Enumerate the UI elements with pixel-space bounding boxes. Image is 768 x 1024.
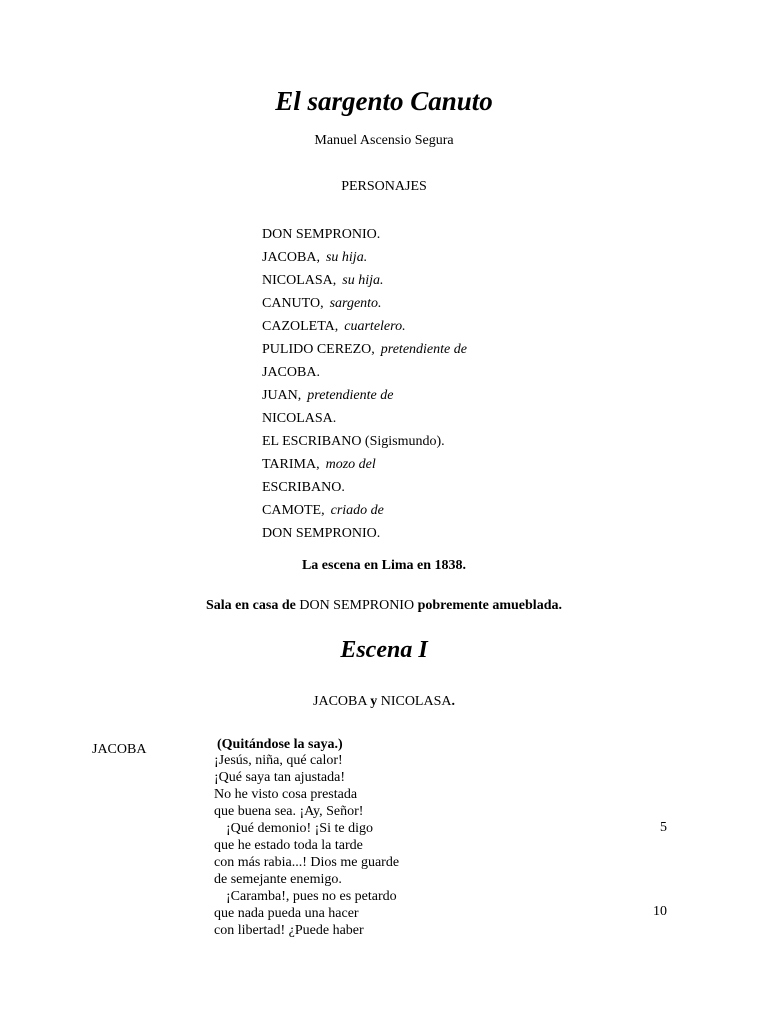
author-name: Manuel Ascensio Segura: [314, 133, 454, 148]
cast-name: DON SEMPRONIO.: [262, 227, 381, 242]
cast-description: su hija.: [342, 273, 384, 288]
setting-place-name: DON SEMPRONIO: [299, 598, 415, 613]
line-number: 5: [660, 820, 667, 835]
cast-item: [262, 249, 467, 272]
cast-name: JACOBA,: [262, 250, 320, 265]
cast-item: [262, 272, 467, 295]
cast-item: [262, 387, 467, 410]
verse-line: que nada pueda una hacer: [214, 906, 359, 921]
verse-line: que he estado toda la tarde: [214, 838, 363, 853]
cast-description: su hija.: [325, 250, 368, 265]
setting-place-suffix: pobremente amueblada.: [417, 598, 562, 613]
verse-line: ¡Jesús, niña, qué calor!: [214, 753, 343, 768]
cast-item: [262, 433, 467, 456]
cast-item: [262, 364, 467, 387]
cast-description: mozo del: [325, 457, 376, 472]
verse-line: No he visto cosa prestada: [214, 787, 358, 802]
stage-direction: (Quitándose la saya.): [217, 737, 343, 752]
setting-place-prefix: Sala en casa de: [206, 598, 296, 613]
speaker-name: JACOBA: [92, 742, 147, 757]
verse-line: ¡Caramba!, pues no es petardo: [226, 889, 397, 904]
scene-character: JACOBA: [313, 694, 367, 709]
cast-name: TARIMA,: [262, 457, 320, 472]
scene-title: Escena I: [340, 637, 428, 663]
verse-lines: [214, 752, 399, 939]
scene-characters: [0, 694, 768, 710]
cast-item: [262, 456, 467, 479]
cast-name: EL ESCRIBANO (Sigismundo).: [262, 434, 445, 449]
cast-list: [262, 226, 467, 548]
cast-item: [262, 410, 467, 433]
verse-line: con más rabia...! Dios me guarde: [214, 855, 400, 870]
cast-description: criado de: [330, 503, 384, 518]
cast-description: cuartelero.: [344, 319, 406, 334]
cast-name: DON SEMPRONIO.: [262, 526, 381, 541]
cast-name: ESCRIBANO.: [262, 480, 345, 495]
verse-line: de semejante enemigo.: [214, 872, 342, 887]
cast-item: [262, 502, 467, 525]
line-number: 10: [653, 904, 667, 919]
scene-character: NICOLASA: [380, 694, 452, 709]
cast-name: CANUTO,: [262, 296, 324, 311]
cast-name: NICOLASA.: [262, 411, 337, 426]
cast-name: CAMOTE,: [262, 503, 325, 518]
setting-time: La escena en Lima en 1838.: [301, 558, 467, 573]
cast-item: [262, 318, 467, 341]
cast-description: pretendiente de: [307, 388, 394, 403]
cast-item: [262, 479, 467, 502]
cast-name: PULIDO CEREZO,: [262, 342, 375, 357]
personajes-heading: PERSONAJES: [341, 179, 427, 194]
cast-name: CAZOLETA,: [262, 319, 339, 334]
verse-line: ¡Qué demonio! ¡Si te digo: [226, 821, 373, 836]
cast-item: [262, 525, 467, 548]
cast-item: [262, 226, 467, 249]
cast-item: [262, 295, 467, 318]
cast-description: sargento.: [329, 296, 382, 311]
cast-description: pretendiente de: [380, 342, 467, 357]
verse-line: ¡Qué saya tan ajustada!: [214, 770, 345, 785]
cast-name: NICOLASA,: [262, 273, 337, 288]
setting-place: [0, 598, 768, 614]
cast-name: JACOBA.: [262, 365, 320, 380]
cast-name: JUAN,: [262, 388, 302, 403]
cast-item: [262, 341, 467, 364]
verse-line: con libertad! ¿Puede haber: [214, 923, 364, 938]
verse-line: que buena sea. ¡Ay, Señor!: [214, 804, 364, 819]
scene-conjunction: y: [370, 694, 378, 709]
scene-period: .: [451, 694, 455, 709]
play-title: El sargento Canuto: [275, 86, 493, 116]
